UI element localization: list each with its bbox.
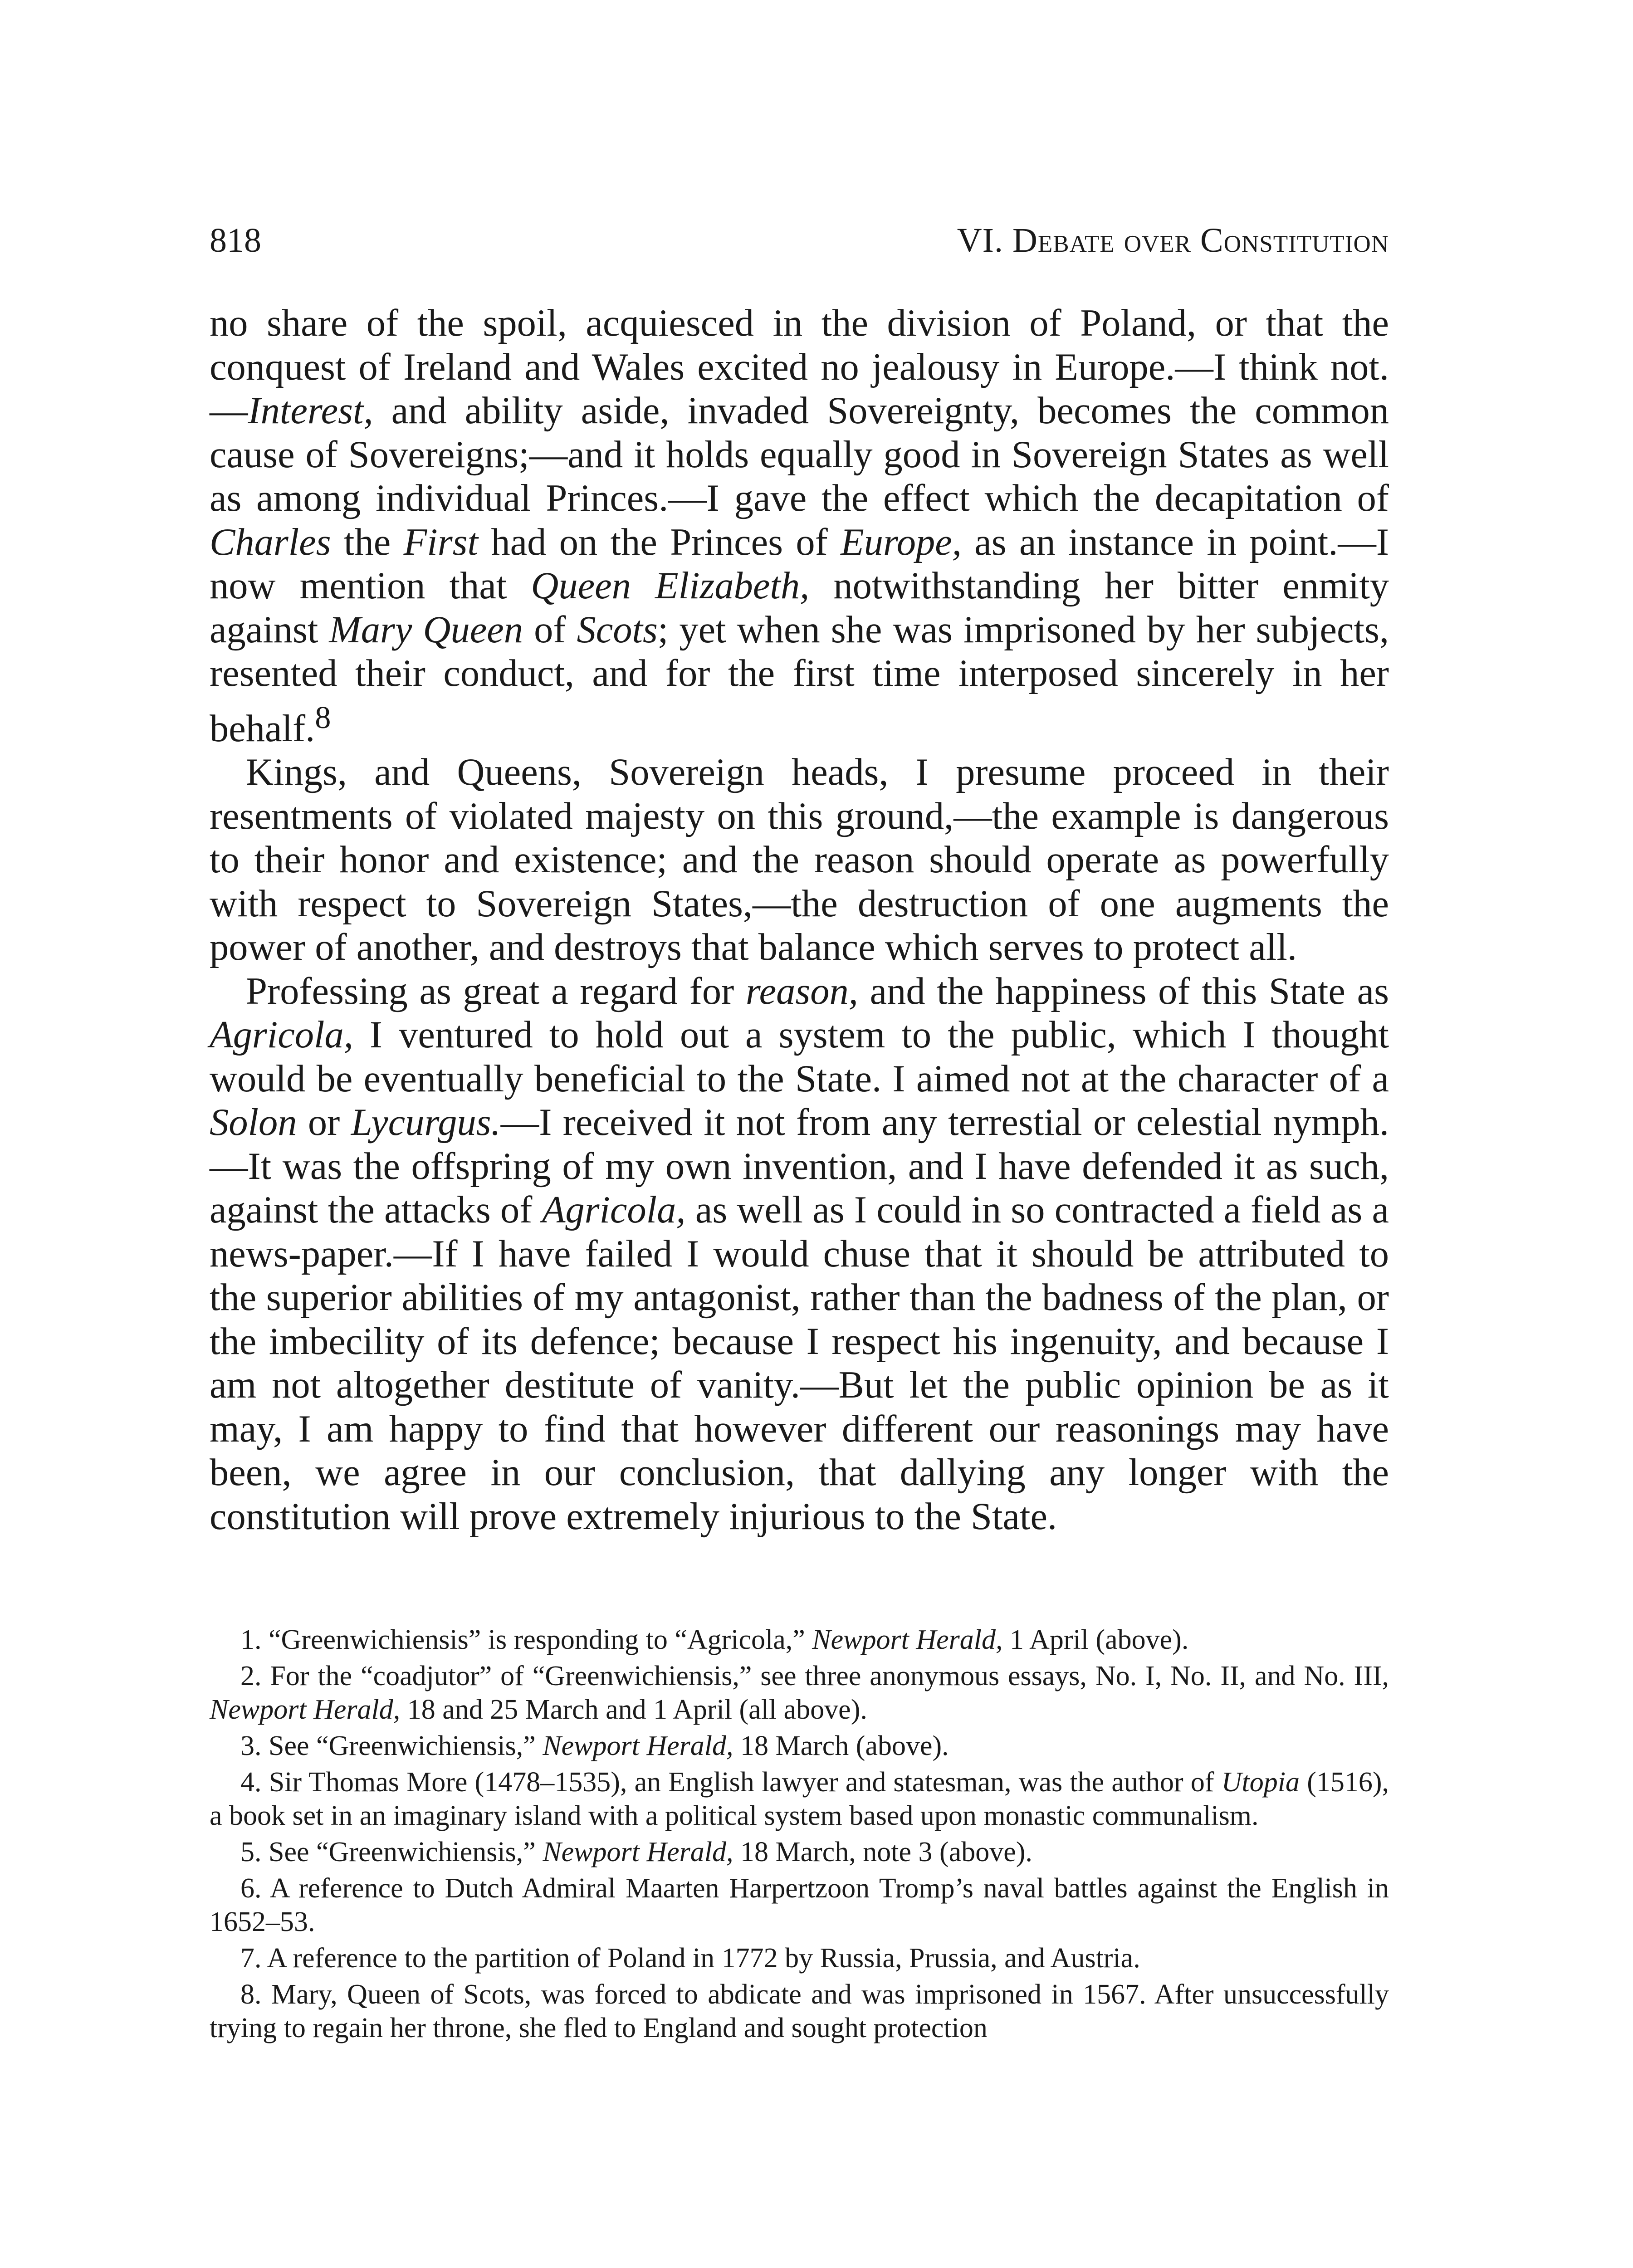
- text-run: 2. For the “coadjutor” of “Greenwichiensis,” see three anonymous essays, No. I, No. II, and No. III,: [240, 1661, 1389, 1691]
- italic-text: Queen Elizabeth,: [531, 565, 810, 607]
- footnote: [210, 1978, 1389, 2045]
- text-run: 18 March (above).: [733, 1730, 949, 1761]
- text-run: Professing as great a regard for: [246, 970, 746, 1012]
- text-run: 5. See “Greenwichiensis,”: [240, 1837, 543, 1867]
- footnote: [210, 1835, 1389, 1869]
- italic-text: Solon: [210, 1101, 297, 1144]
- italic-text: Agricola,: [542, 1189, 686, 1232]
- text-run: 8. Mary, Queen of Scots, was forced to abdicate and was imprisoned in 1567. After unsuccessfully trying to regain her throne, she fled to England and sought protection: [210, 1979, 1389, 2043]
- text-run: 1 April (above).: [1002, 1624, 1189, 1655]
- text-run: —I received it not from any terrestial or celestial nymph.—It was the offspring of my own invention, and I have defended it as such, against the attacks of: [210, 1101, 1389, 1232]
- italic-text: Newport Herald,: [210, 1694, 401, 1725]
- text-run: 18 March, note 3 (above).: [733, 1837, 1032, 1867]
- body-paragraph: [210, 302, 1389, 751]
- italic-text: First: [403, 521, 478, 563]
- italic-text: Charles: [210, 521, 331, 563]
- italic-text: reason,: [745, 970, 858, 1012]
- italic-text: Agricola,: [210, 1014, 353, 1056]
- italic-text: Newport Herald,: [543, 1730, 733, 1761]
- text-run: or: [297, 1101, 351, 1144]
- italic-text: Lycurgus.: [351, 1101, 501, 1144]
- footnote: [210, 1872, 1389, 1939]
- italic-text: Utopia: [1221, 1767, 1300, 1798]
- text-run: I ventured to hold out a system to the public, which I thought would be eventually beneficial to the State. I aimed not at the character of a: [210, 1014, 1389, 1100]
- footnote-ref: 8: [315, 699, 331, 735]
- text-run: and ability aside, invaded Sovereignty, becomes the common cause of Sovereigns;—and it holds equally good in Sovereign States as well as among individual Princes.—I gave the effect which the decapitation of: [210, 390, 1389, 519]
- text-run: (1516), a book set in an imaginary island with a political system based upon monastic communalism.: [210, 1767, 1389, 1831]
- text-run: the: [331, 521, 404, 563]
- text-run: notwithstanding her bitter enmity against: [210, 565, 1389, 651]
- text-run: as well as I could in so contracted a field as a news-paper.—If I have failed I would chuse that it should be attributed to the superior abilities of my antagonist, rather than the badness of the plan, or the imbecility of its defence; because I respect his ingenuity, and because I am not altogether destitute of vanity.—But let the public opinion be as it may, I am happy to find that however different our reasonings may have been, we agree in our conclusion, that dallying any longer with the constitution will prove extremely injurious to the State.: [210, 1189, 1389, 1538]
- text-run: and the happiness of this State as: [858, 970, 1389, 1012]
- text-run: 6. A reference to Dutch Admiral Maarten Harpertzoon Tromp’s naval battles against the English in 1652–53.: [210, 1873, 1389, 1937]
- footnote: [210, 1729, 1389, 1763]
- text-run: 3. See “Greenwichiensis,”: [240, 1730, 543, 1761]
- italic-text: Newport Herald,: [812, 1624, 1003, 1655]
- footnote: [210, 1941, 1389, 1975]
- italic-text: Europe,: [841, 521, 962, 563]
- body-text: [210, 302, 1389, 1539]
- footnote: [210, 1659, 1389, 1726]
- body-paragraph: [210, 751, 1389, 970]
- text-run: as an instance in point.—I now mention that: [210, 521, 1389, 607]
- footnotes: [210, 1623, 1389, 2048]
- italic-text: Mary Queen: [329, 608, 523, 651]
- running-head: [210, 213, 1389, 268]
- text-run: ; yet when she was imprisoned by her subjects, resented their conduct, and for the first time interposed sincerely in her behalf.: [210, 608, 1389, 750]
- text-run: 7. A reference to the partition of Poland in 1772 by Russia, Prussia, and Austria.: [240, 1943, 1140, 1974]
- text-run: 1. “Greenwichiensis” is responding to “Agricola,”: [240, 1624, 812, 1655]
- body-paragraph: [210, 970, 1389, 1539]
- text-run: Kings, and Queens, Sovereign heads, I presume proceed in their resentments of violated majesty on this ground,—the example is dangerous to their honor and existence; and the reason should operate as powerfully with respect to Sovereign States,—the destruction of one augments the power of another, and destroys that balance which serves to protect all.: [210, 751, 1389, 969]
- footnote: [210, 1765, 1389, 1833]
- text-run: of: [523, 608, 577, 651]
- text-run: 18 and 25 March and 1 April (all above).: [400, 1694, 867, 1725]
- italic-text: Newport Herald,: [543, 1837, 733, 1867]
- page-number: 818: [210, 221, 261, 259]
- footnote: [210, 1623, 1389, 1657]
- text-run: no share of the spoil, acquiesced in the division of Poland, or that the conquest of Ireland and Wales excited no jealousy in Europe.—I think not.—: [210, 302, 1389, 432]
- text-run: 4. Sir Thomas More (1478–1535), an English lawyer and statesman, was the author of: [240, 1767, 1222, 1798]
- text-run: had on the Princes of: [478, 521, 841, 563]
- section-title: VI. Debate over Constitution: [957, 221, 1389, 259]
- italic-text: Interest,: [248, 390, 373, 432]
- italic-text: Scots: [577, 608, 658, 651]
